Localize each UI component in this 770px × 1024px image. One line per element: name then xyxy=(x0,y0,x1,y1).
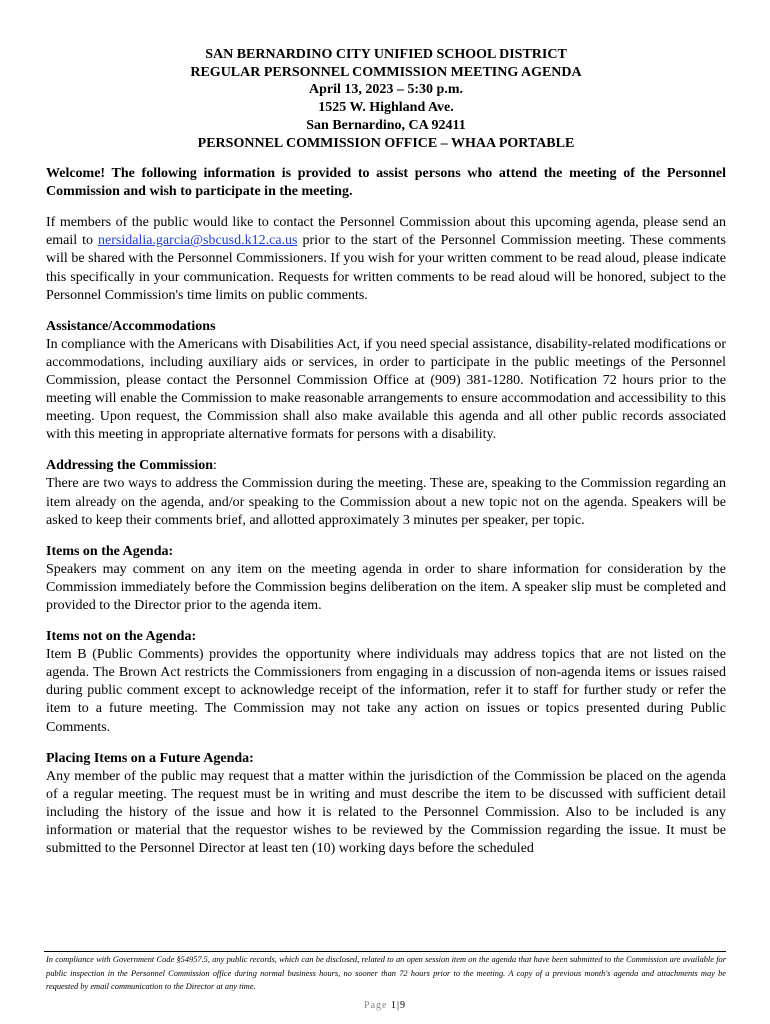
section-title: Placing Items on a Future Agenda: xyxy=(46,750,254,766)
district-name: SAN BERNARDINO CITY UNIFIED SCHOOL DISTRICT xyxy=(205,47,567,62)
meeting-date: April 13, 2023 – 5:30 p.m. xyxy=(309,82,463,98)
meeting-location: PERSONNEL COMMISSION OFFICE – WHAA PORTABLE xyxy=(197,135,575,151)
section-title: Items not on the Agenda: xyxy=(46,629,197,645)
section-body: In compliance with the Americans with Disabilities Act, if you need special assistance, disability-related modifications or accommodations, including auxiliary aids or services, in order to participate in the public meetings of the Personnel Commission, please contact the Personnel Commission Office at (909) 381-1280. Notification 72 hours prior to the meeting will enable the Commission to make reasonable arrangements to ensure accommodation and accessibility to this meeting. Upon request, the Commission shall also make available this agenda and all other public records associated with this meeting in appropriate alternative formats for persons with a disability. xyxy=(46,336,726,443)
section-body: There are two ways to address the Commission during the meeting. These are, speaking to the Commission regarding an item already on the agenda, and/or speaking to the Commission about a new topic not on the agenda. Speakers will be asked to keep their comments brief, and allotted approximately 3 minutes per speaker, per topic. xyxy=(46,476,726,528)
intro-paragraph xyxy=(46,214,726,304)
page-current: 1 xyxy=(390,1000,397,1011)
page-number xyxy=(0,1000,770,1011)
address-street: 1525 W. Highland Ave. xyxy=(318,100,454,116)
agenda-page xyxy=(46,46,726,858)
page-total: 9 xyxy=(399,1000,406,1011)
section-title: Items on the Agenda: xyxy=(46,543,174,559)
section-title xyxy=(46,457,726,475)
footer-divider xyxy=(44,951,726,952)
agenda-title: REGULAR PERSONNEL COMMISSION MEETING AGENDA xyxy=(190,64,582,80)
address-city: San Bernardino, CA 92411 xyxy=(306,117,466,133)
welcome-text: Welcome! The following information is provided to assist persons who attend the meeting of the Personnel Commission and wish to participate in the meeting. xyxy=(46,166,726,200)
section-addressing xyxy=(46,457,726,529)
footer-note: In compliance with Government Code §54957.5, any public records, which can be disclosed, related to an open session item on the agenda that have been submitted to the Commission are available for public inspection in the Personnel Commission office during normal business hours, no sooner than 72 hours prior to the meeting. A copy of a previous month's agenda and attachments may be requested by email communication to the Director at any time. xyxy=(46,955,726,992)
page-separator: | xyxy=(396,1000,400,1011)
intro-before: If members of the public would like to contact the Personnel Commission about this upcoming agenda, please send an email to xyxy=(46,215,726,249)
section-items-on-agenda xyxy=(46,543,726,615)
section-body: Item B (Public Comments) provides the opportunity where individuals may address topics that are not listed on the agenda. The Brown Act restricts the Commissioners from engaging in a discussion of non-agenda items or issues raised during public comment except to acknowledge receipt of the information, refer it to staff for further study or refer the item to a future meeting. The Commission may not take any action on issues or topics presented during Public Comments. xyxy=(46,647,726,735)
page-label: Page xyxy=(364,1000,388,1011)
section-title: Assistance/Accommodations xyxy=(46,318,216,334)
contact-email-link[interactable]: nersidalia.garcia@sbcusd.k12.ca.us xyxy=(98,233,298,249)
section-future-agenda xyxy=(46,750,726,859)
section-items-not-on-agenda xyxy=(46,628,726,737)
section-title-text: Addressing the Commission xyxy=(46,458,213,474)
section-body: Any member of the public may request that a matter within the jurisdiction of the Commission be placed on the agenda of a regular meeting. The request must be in writing and must describe the item to be discussed with sufficient detail including the history of the issue and how it is related to the Personnel Commission. Also to be included is any information or material that the requestor wishes to be reviewed by the Commission regarding the issue. It must be submitted to the Personnel Director at least ten (10) working days before the scheduled xyxy=(46,768,726,857)
document-header xyxy=(46,46,726,152)
intro-after: prior to the start of the Personnel Commission meeting. These comments will be shared with the Personnel Commissioners. If you wish for your written comment to be read aloud, please indicate this specifically in your communication. Requests for written comments to be read aloud will be honored, subject to the Personnel Commission's time limits on public comments. xyxy=(46,233,726,303)
section-body: Speakers may comment on any item on the meeting agenda in order to share information for consideration by the Commission immediately before the Commission begins deliberation on the item. A speaker slip must be completed and provided to the Director prior to the agenda item. xyxy=(46,561,726,613)
section-title-colon: : xyxy=(213,458,217,474)
section-assistance xyxy=(46,318,726,445)
